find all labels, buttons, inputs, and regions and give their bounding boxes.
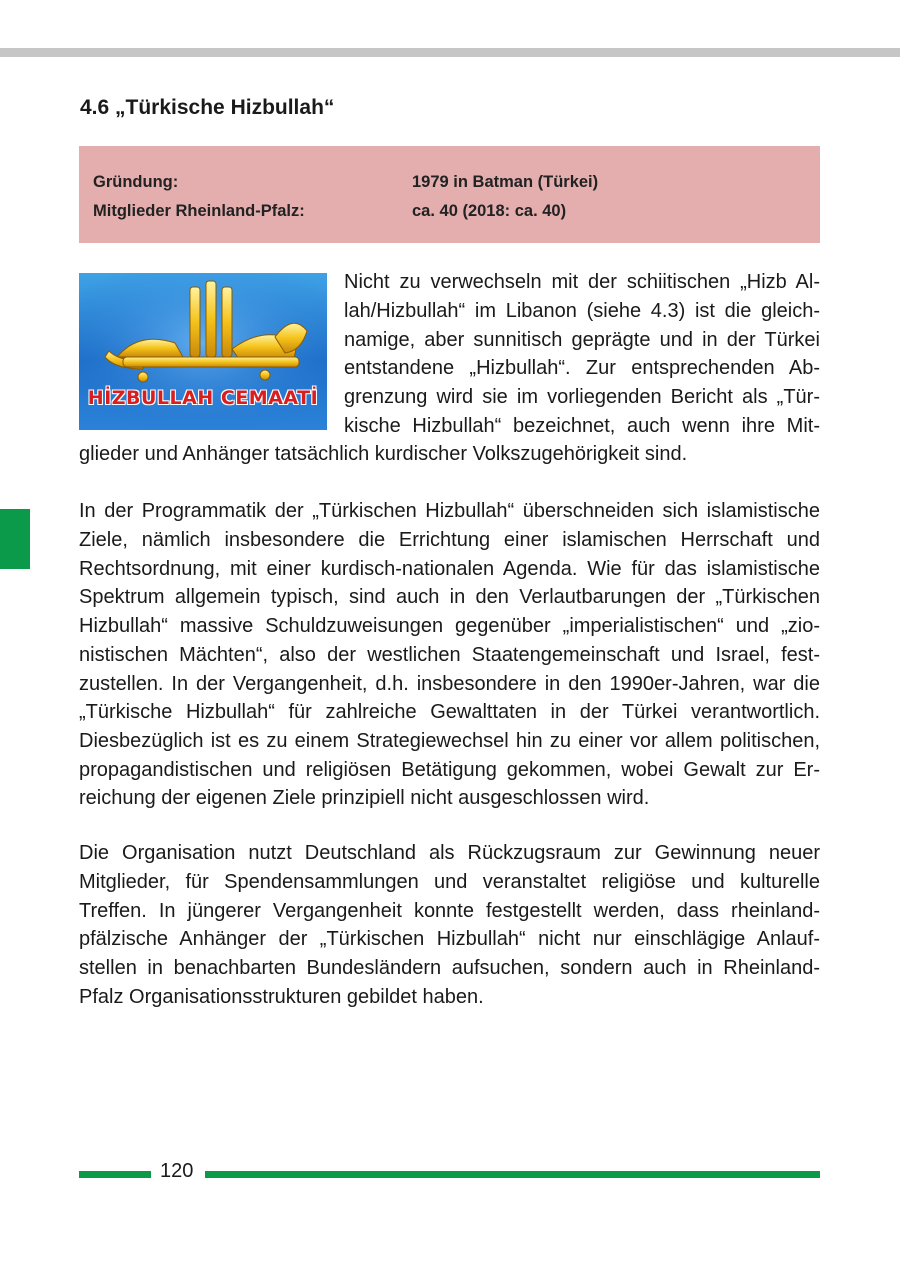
text-line: nistischen Mächten“, also der westlichen Staatengemeinschaft und Israel, fest- [79, 644, 820, 666]
text-line: Pfalz Organisationsstrukturen gebildet haben. [79, 986, 484, 1008]
text-line: grenzung wird sie im vorliegenden Bericht als „Tür- [344, 386, 820, 408]
fact-value: 1979 in Batman (Türkei) [412, 173, 599, 191]
logo-caption: HİZBULLAH CEMAATİ [87, 387, 319, 409]
text-line: In der Programmatik der „Türkischen Hizbullah“ überschneiden sich islamistische [79, 500, 820, 522]
text-line: propagandistischen und religiösen Betätigung gekommen, wobei Gewalt zur Er- [79, 759, 820, 781]
text-line: Die Organisation nutzt Deutschland als Rückzugsraum zur Gewinnung neuer [79, 842, 820, 864]
text-line: kische Hizbullah“ bezeichnet, auch wenn ihre Mit- [344, 415, 820, 437]
footer-rule-left [79, 1171, 151, 1178]
text-line: reichung der eigenen Ziele prinzipiell nicht ausgeschlossen wird. [79, 787, 650, 809]
text-line: Diesbezüglich ist es zu einem Strategiewechsel hin zu einer vor allem politischen, [79, 730, 820, 752]
text-line: lah/Hizbullah“ im Libanon (siehe 4.3) ist die gleich- [344, 300, 820, 322]
text-line: glieder und Anhänger tatsächlich kurdischer Volkszugehörigkeit sind. [79, 443, 688, 465]
text-line: Rechtsordnung, mit einer kurdisch-nationalen Agenda. Wie für das islamistische [79, 558, 820, 580]
text-line: Nicht zu verwechseln mit der schiitischen „Hizb Al- [344, 271, 820, 293]
top-divider [0, 48, 900, 57]
text-line: Hizbullah“ massive Schuldzuweisungen gegenüber „imperialistischen“ und „zio- [79, 615, 820, 637]
text-line: stellen in benachbarten Bundesländern aufsuchen, sondern auch in Rheinland- [79, 957, 820, 979]
text-line: „Türkische Hizbullah“ für zahlreiche Gewalttaten in der Türkei verantwortlich. [79, 701, 820, 723]
text-line: namige, aber sunnitisch geprägte und in der Türkei [344, 329, 820, 351]
organization-logo-image [79, 273, 327, 430]
page-number: 120 [160, 1160, 194, 1182]
chapter-side-marker [0, 509, 30, 569]
fact-label: Mitglieder Rheinland-Pfalz: [93, 202, 305, 220]
text-line: Treffen. In jüngerer Vergangenheit konnte festgestellt werden, dass rheinland- [79, 900, 820, 922]
fact-value: ca. 40 (2018: ca. 40) [412, 202, 567, 220]
text-line: zustellen. In der Vergangenheit, d.h. insbesondere in den 1990er-Jahren, war die [79, 673, 820, 695]
fact-label: Gründung: [93, 173, 179, 191]
text-line: Spektrum allgemein typisch, sind auch in den Verlautbarungen der „Türkischen [79, 586, 820, 608]
text-line: Ziele, nämlich insbesondere die Errichtung einer islamischen Herrschaft und [79, 529, 820, 551]
fact-box [79, 146, 820, 243]
section-heading: 4.6 „Türkische Hizbullah“ [80, 96, 335, 119]
text-line: pfälzische Anhänger der „Türkischen Hizbullah“ nicht nur einschlägige Anlauf- [79, 928, 820, 950]
text-line: entstandene „Hizbullah“. Zur entsprechenden Ab- [344, 357, 820, 379]
footer-rule-right [205, 1171, 820, 1178]
text-line: Mitglieder, für Spendensammlungen und veranstaltet religiöse und kulturelle [79, 871, 820, 893]
